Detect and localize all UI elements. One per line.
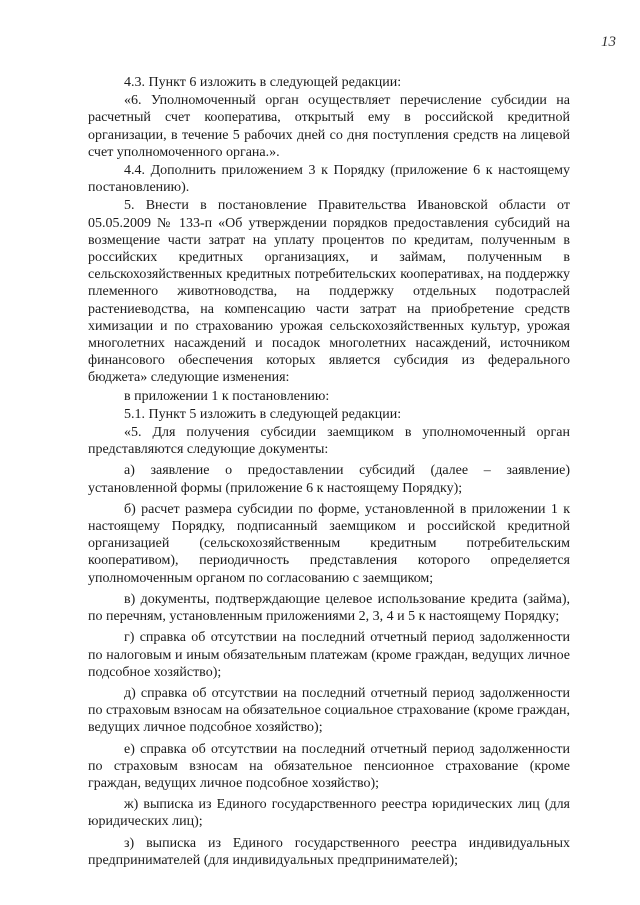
list-item-v: в) документы, подтверждающие целевое использование кредита (займа), по перечням, установленным приложениями 2, 3, 4 и 5 к настоящему Порядку;: [88, 591, 570, 625]
list-item-z: з) выписка из Единого государственного реестра индивидуальных предпринимателей (для индивидуальных предпринимателей);: [88, 835, 570, 868]
paragraph-appendix-1: в приложении 1 к постановлению:: [124, 388, 330, 404]
paragraph-5-1: 5.1. Пункт 5 изложить в следующей редакции:: [124, 406, 402, 422]
document-body: [88, 74, 570, 869]
list-item-b: б) расчет размера субсидии по форме, установленной в приложении 1 к настоящему Порядку, подписанный заемщиком и российской кредитной организацией (сельскохозяйственным кредитным потребительским кооперативом), периодичность представления которого определяется уполномоченным органом по согласованию с заемщиком;: [88, 501, 570, 586]
paragraph-5: 5. Внести в постановление Правительства Ивановской области от 05.05.2009 № 133-п «Об утверждении порядков предоставления субсидий на возмещение части затрат на уплату процентов по кредитам, полученным в российских кредитных организациях, и займам, полученным в сельскохозяйственных кредитных потребительских кооперативах, на поддержку племенного животноводства, на поддержку отдельных подотраслей растениеводства, на компенсацию части затрат на приобретение средств химизации и по страхованию урожая сельскохозяйственных культур, урожая многолетних насаждений и посадок многолетних насаждений, источником финансового обеспечения которых является субсидия из федерального бюджета» следующие изменения:: [88, 198, 570, 386]
list-item-g: г) справка об отсутствии на последний отчетный период задолженности по налоговым и иным обязательным платежам (кроме граждан, ведущих личное подсобное хозяйство);: [88, 630, 570, 680]
list-item-e: е) справка об отсутствии на последний отчетный период задолженности по страховым взносам на обязательное пенсионное страхование (кроме граждан, ведущих личное подсобное хозяйство);: [88, 741, 570, 791]
paragraph-4-3: 4.3. Пункт 6 изложить в следующей редакции:: [124, 75, 402, 90]
list-item-d: д) справка об отсутствии на последний отчетный период задолженности по страховым взносам на обязательное социальное страхование (кроме граждан, ведущих личное подсобное хозяйство);: [88, 685, 570, 736]
page-number: 13: [601, 34, 616, 50]
paragraph-4-4: 4.4. Дополнить приложением 3 к Порядку (приложение 6 к настоящему постановлению).: [88, 163, 570, 196]
list-item-a: а) заявление о предоставлении субсидий (далее – заявление) установленной формы (приложение 6 к настоящему Порядку);: [88, 463, 570, 496]
paragraph-5-quote: «5. Для получения субсидии заемщиком в уполномоченный орган представляются следующие документы:: [88, 425, 570, 458]
paragraph-6-quote: «6. Уполномоченный орган осуществляет перечисление субсидии на расчетный счет кооператива, открытый ему в российской кредитной организации, в течение 5 рабочих дней со дня поступления средств на лицевой счет уполномоченного органа.».: [88, 93, 570, 160]
list-item-zh: ж) выписка из Единого государственного реестра юридических лиц (для юридических лиц);: [88, 797, 570, 830]
